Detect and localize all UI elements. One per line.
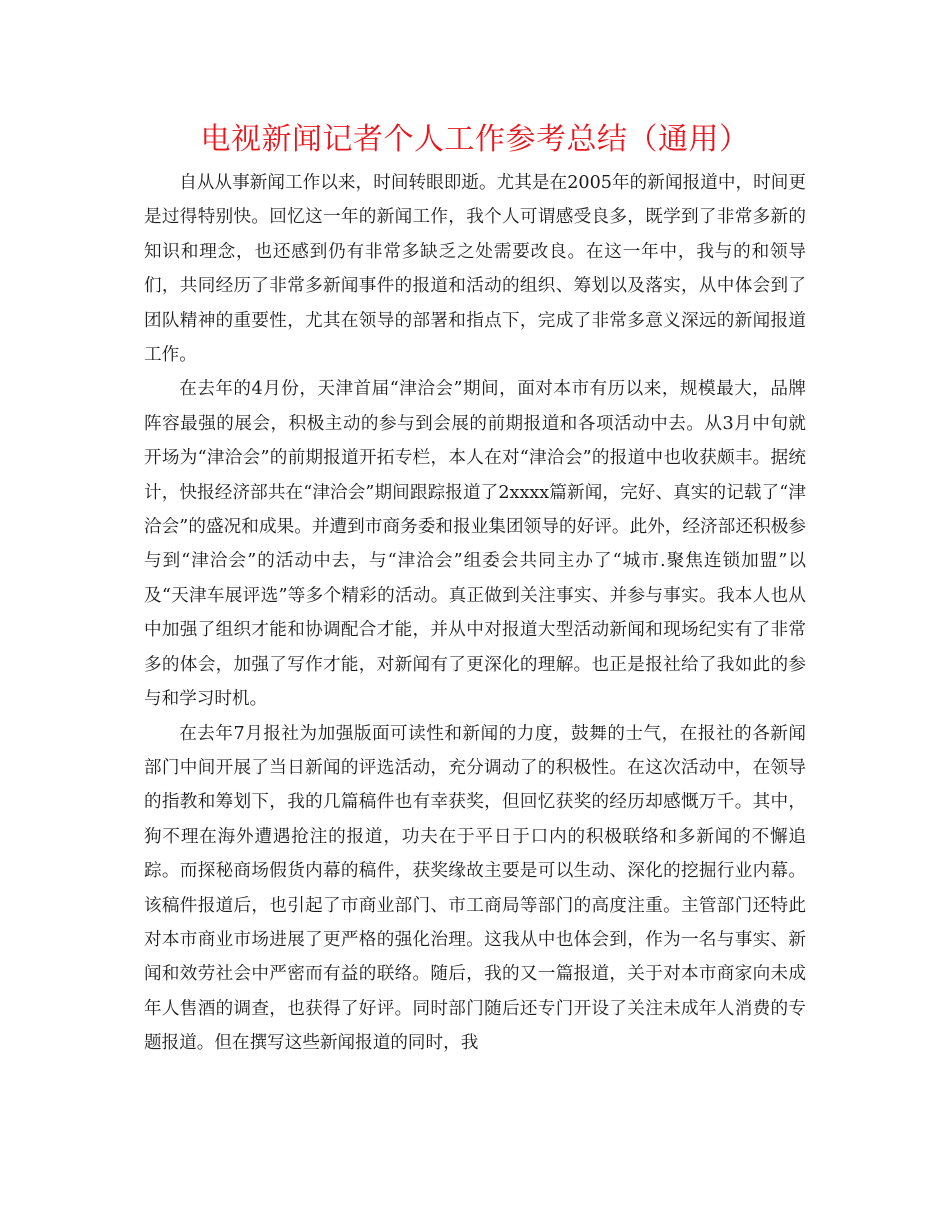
- body-paragraph: 自从从事新闻工作以来，时间转眼即逝。尤其是在2005年的新闻报道中，时间更是过得特别快。回忆这一年的新闻工作，我个人可谓感受良多，既学到了非常多新的知识和理念，也还感到仍有非常多缺乏之处需要改良。在这一年中，我与的和领导们，共同经历了非常多新闻事件的报道和活动的组织、筹划以及落实，从中体会到了团队精神的重要性，尤其在领导的部署和指点下，完成了非常多意义深远的新闻报道工作。: [144, 173, 806, 366]
- document-title: 电视新闻记者个人工作参考总结（通用）: [200, 122, 750, 157]
- body-paragraph: 在去年7月报社为加强版面可读性和新闻的力度，鼓舞的士气，在报社的各新闻部门中间开展了当日新闻的评选活动，充分调动了的积极性。在这次活动中，在领导的指教和筹划下，我的几篇稿件也有幸获奖，但回忆获奖的经历却感慨万千。其中，狗不理在海外遭遇抢注的报道，功夫在于平日于口内的积极联络和多新闻的不懈追踪。而探秘商场假货内幕的稿件，获奖缘故主要是可以生动、深化的挖掘行业内幕。该稿件报道后，也引起了市商业部门、市工商局等部门的高度注重。主管部门还特此对本市商业市场进展了更严格的强化治理。这我从中也体会到，作为一名与事实、新闻和效劳社会中严密而有益的联络。随后，我的又一篇报道，关于对本市商家向未成年人售酒的调查，也获得了好评。同时部门随后还专门开设了关注未成年人消费的专题报道。但在撰写这些新闻报道的同时，我: [144, 723, 806, 1054]
- document-body: [144, 166, 806, 1061]
- body-paragraph: 在去年的4月份，天津首届“津洽会”期间，面对本市有历以来，规模最大，品牌阵容最强的展会，积极主动的参与到会展的前期报道和各项活动中去。从3月中旬就开场为“津洽会”的前期报道开拓专栏，本人在对“津洽会”的报道中也收获颇丰。据统计，快报经济部共在“津洽会”期间跟踪报道了2xxxx篇新闻，完好、真实的记载了“津洽会”的盛况和成果。并遭到市商务委和报业集团领导的好评。此外，经济部还积极参与到“津洽会”的活动中去，与“津洽会”组委会共同主办了“城市.聚焦连锁加盟”以及“天津车展评选”等多个精彩的活动。真正做到关注事实、并参与事实。我本人也从中加强了组织才能和协调配合才能，并从中对报道大型活动新闻和现场纪实有了非常多的体会，加强了写作才能，对新闻有了更深化的理解。也正是报社给了我如此的参与和学习时机。: [144, 379, 806, 710]
